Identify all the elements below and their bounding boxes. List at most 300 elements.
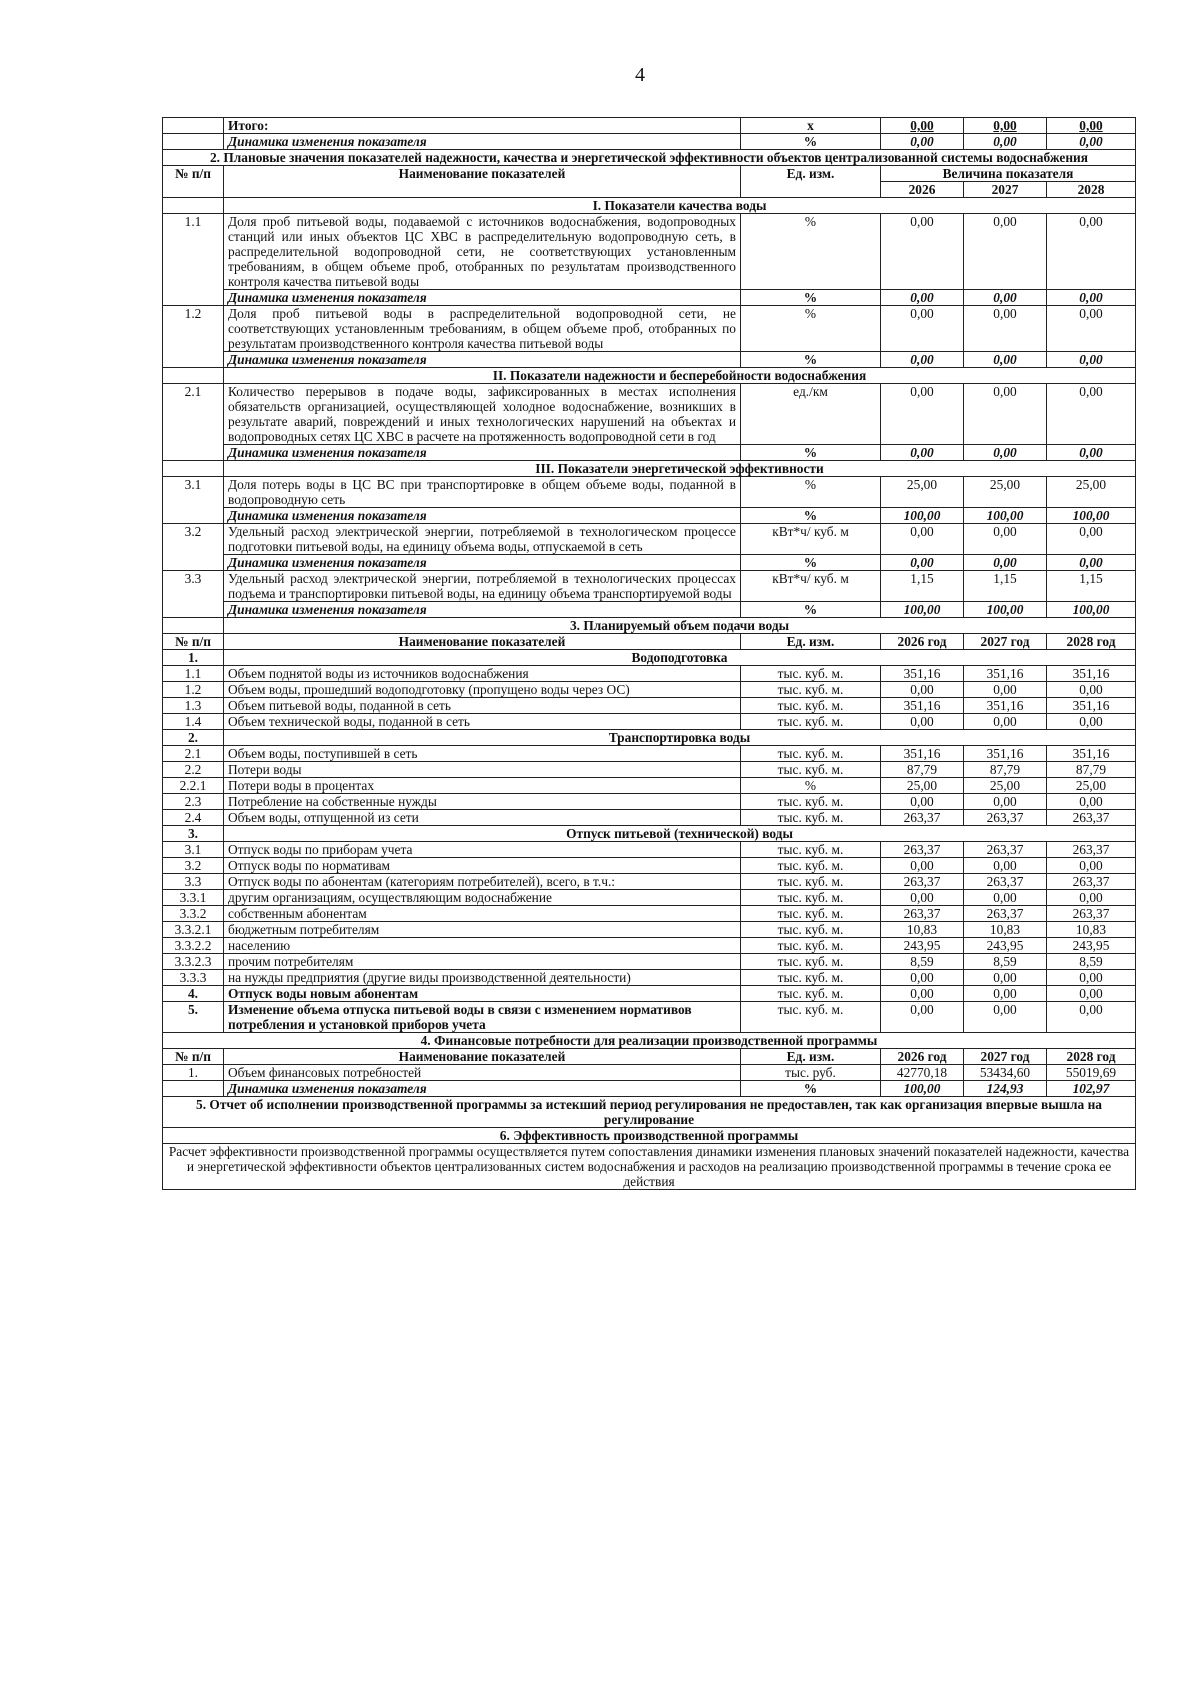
header-row [163,1049,1136,1065]
unit-cell: тыс. куб. м. [741,938,881,954]
unit-cell: % [741,508,881,524]
value-cell: 0,00 [964,384,1047,445]
num-cell: 3.3.2.1 [163,922,224,938]
value-cell: 0,00 [1047,890,1136,906]
volume-row [163,778,1136,794]
dynamics-label: Динамика изменения показателя [224,555,741,571]
value-cell: 8,59 [964,954,1047,970]
header-year: 2027 год [964,634,1047,650]
value-cell: 0,00 [881,134,964,150]
num-cell: 2.4 [163,810,224,826]
value-cell: 25,00 [881,477,964,508]
value-cell: 0,00 [964,306,1047,352]
value-cell: 124,93 [964,1081,1047,1097]
value-cell: 0,00 [964,290,1047,306]
value-cell: 0,00 [1047,306,1136,352]
num-cell [163,461,224,477]
unit-cell: % [741,290,881,306]
unit-cell: тыс. куб. м. [741,810,881,826]
page-number: 4 [635,64,645,86]
value-cell: 0,00 [881,290,964,306]
unit-cell: % [741,1081,881,1097]
volume-row [163,938,1136,954]
indicator-name: собственным абонентам [224,906,741,922]
value-cell: 243,95 [1047,938,1136,954]
volume-row [163,970,1136,986]
unit-cell: тыс. куб. м. [741,858,881,874]
section-title-row [163,618,1136,634]
header-year: 2026 год [881,1049,964,1065]
unit-cell: % [741,445,881,461]
header-value: Величина показателя [881,166,1136,182]
num-cell [163,134,224,150]
value-cell: 102,97 [1047,1081,1136,1097]
num-cell: 1. [163,650,224,666]
value-cell: 0,00 [1047,682,1136,698]
volume-row [163,698,1136,714]
value-cell: 351,16 [1047,698,1136,714]
section-5-title: 5. Отчет об исполнении производственной программы за истекший период регулирования не предоставлен, так как организация впервые вышла на регулирование [163,1097,1136,1128]
production-program-table [162,117,1136,1190]
unit-cell: тыс. куб. м. [741,1002,881,1033]
section-6-title: 6. Эффективность производственной программы [163,1128,1136,1144]
num-cell [163,618,224,634]
indicator-name: Объем финансовых потребностей [224,1065,741,1081]
group-title: III. Показатели энергетической эффективности [224,461,1136,477]
value-cell: 25,00 [964,778,1047,794]
value-cell: 25,00 [1047,477,1136,508]
subgroup-title: Водоподготовка [224,650,1136,666]
unit-cell: тыс. куб. м. [741,874,881,890]
value-cell: 0,00 [1047,524,1136,555]
value-cell: 0,00 [964,214,1047,290]
indicator-name: Удельный расход электрической энергии, потребляемой в технологическом процессе подготовки питьевой воды, на единицу объема воды, отпускаемой в сеть [224,524,741,555]
num-cell [163,368,224,384]
value-cell: 243,95 [964,938,1047,954]
unit-cell: тыс. куб. м. [741,954,881,970]
header-year: 2028 год [1047,1049,1136,1065]
num-cell: 1.1 [163,214,224,306]
volume-row [163,1002,1136,1033]
itogo-row [163,118,1136,134]
value-cell: 0,00 [881,794,964,810]
dynamics-label: Динамика изменения показателя [224,445,741,461]
value-cell: 100,00 [1047,602,1136,618]
value-cell: 8,59 [1047,954,1136,970]
volume-row [163,906,1136,922]
value-cell: 0,00 [1047,714,1136,730]
indicator-name: Отпуск воды новым абонентам [224,986,741,1002]
header-year: 2028 год [1047,634,1136,650]
unit-cell: % [741,352,881,368]
subgroup-row [163,730,1136,746]
num-cell: 2.3 [163,794,224,810]
unit-cell: % [741,602,881,618]
dynamics-row [163,445,1136,461]
value-cell: 10,83 [964,922,1047,938]
unit-cell: тыс. куб. м. [741,970,881,986]
num-cell: 3.3.3 [163,970,224,986]
value-cell: 1,15 [964,571,1047,602]
num-cell: 1.2 [163,682,224,698]
indicator-row [163,306,1136,352]
value-cell: 0,00 [881,445,964,461]
dynamics-row [163,1081,1136,1097]
unit-cell: тыс. куб. м. [741,746,881,762]
num-cell: 1.1 [163,666,224,682]
section-title-row [163,1097,1136,1128]
value-cell: 25,00 [964,477,1047,508]
value-cell: 0,00 [964,524,1047,555]
dynamics-label: Динамика изменения показателя [224,602,741,618]
value-cell: 0,00 [964,555,1047,571]
value-cell: 1,15 [881,571,964,602]
header-year: 2028 [1047,182,1136,198]
value-cell: 263,37 [964,842,1047,858]
value-cell: 263,37 [1047,906,1136,922]
value-cell: 351,16 [964,698,1047,714]
efficiency-text-row [163,1144,1136,1190]
value-cell: 0,00 [881,890,964,906]
num-cell: 5. [163,1002,224,1033]
num-cell: 3.3 [163,571,224,618]
value-cell: 0,00 [881,858,964,874]
value-cell: 263,37 [964,810,1047,826]
dynamics-row [163,602,1136,618]
num-cell: 3.3.2.3 [163,954,224,970]
value-cell: 42770,18 [881,1065,964,1081]
value-cell: 263,37 [881,874,964,890]
header-unit: Ед. изм. [741,634,881,650]
value-cell: 0,00 [881,714,964,730]
value-cell: 0,00 [1047,794,1136,810]
value-cell: 351,16 [964,666,1047,682]
section-title-row [163,1128,1136,1144]
volume-row [163,810,1136,826]
subgroup-title: Транспортировка воды [224,730,1136,746]
value-cell: 0,00 [964,986,1047,1002]
value-cell: 0,00 [1047,134,1136,150]
finance-row [163,1065,1136,1081]
value-cell: 100,00 [1047,508,1136,524]
unit-cell: % [741,306,881,352]
value-cell: 10,83 [1047,922,1136,938]
num-cell [163,198,224,214]
value-cell: 263,37 [964,906,1047,922]
value-cell: 263,37 [964,874,1047,890]
indicator-row [163,477,1136,508]
value-cell: 100,00 [964,602,1047,618]
value-cell: 0,00 [964,794,1047,810]
section-3-title: 3. Планируемый объем подачи воды [224,618,1136,634]
indicator-row [163,214,1136,290]
group-title: II. Показатели надежности и бесперебойности водоснабжения [224,368,1136,384]
value-cell: 0,00 [964,714,1047,730]
dynamics-row [163,290,1136,306]
unit-cell: кВт*ч/ куб. м [741,524,881,555]
volume-row [163,922,1136,938]
value-cell: 100,00 [881,508,964,524]
value-cell: 351,16 [881,746,964,762]
indicator-name: Объем технической воды, поданной в сеть [224,714,741,730]
value-cell: 243,95 [881,938,964,954]
efficiency-text: Расчет эффективности производственной программы осуществляется путем сопоставления динамики изменения плановых значений показателей надежности, качества и энергетической эффективности объектов централизованных систем водоснабжения и расходов на реализацию производственной программы в течение срока ее действия [163,1144,1136,1190]
indicator-name: Отпуск воды по нормативам [224,858,741,874]
header-num: № п/п [163,1049,224,1065]
num-cell [163,118,224,134]
value-cell: 351,16 [1047,666,1136,682]
volume-row [163,858,1136,874]
value-cell: 0,00 [964,890,1047,906]
volume-row [163,794,1136,810]
num-cell [163,1081,224,1097]
header-year: 2027 год [964,1049,1047,1065]
dynamics-label: Динамика изменения показателя [224,1081,741,1097]
value-cell: 8,59 [881,954,964,970]
dynamics-label: Динамика изменения показателя [224,290,741,306]
section-title-row [163,1033,1136,1049]
value-cell: 0,00 [1047,290,1136,306]
volume-row [163,890,1136,906]
value-cell: 0,00 [881,555,964,571]
unit-cell: тыс. руб. [741,1065,881,1081]
indicator-row [163,384,1136,445]
volume-row [163,682,1136,698]
value-cell: 0,00 [881,352,964,368]
value-cell: 87,79 [964,762,1047,778]
indicator-row [163,571,1136,602]
value-cell: 0,00 [881,986,964,1002]
indicator-name: Отпуск воды по приборам учета [224,842,741,858]
num-cell: 1.3 [163,698,224,714]
value-cell: 263,37 [1047,810,1136,826]
indicator-name: Объем питьевой воды, поданной в сеть [224,698,741,714]
value-cell: 263,37 [881,810,964,826]
header-name: Наименование показателей [224,1049,741,1065]
header-year: 2026 год [881,634,964,650]
value-cell: 351,16 [881,698,964,714]
value-cell: 0,00 [1047,445,1136,461]
header-unit: Ед. изм. [741,1049,881,1065]
volume-row [163,954,1136,970]
volume-row [163,986,1136,1002]
indicator-name: Объем воды, отпущенной из сети [224,810,741,826]
group-title-row [163,198,1136,214]
value-cell: 0,00 [964,118,1047,134]
header-row [163,166,1136,182]
num-cell: 1.2 [163,306,224,368]
subgroup-row [163,826,1136,842]
indicator-name: Доля потерь воды в ЦС ВС при транспортировке в общем объеме воды, поданной в водопроводную сеть [224,477,741,508]
value-cell: 87,79 [1047,762,1136,778]
indicator-name: на нужды предприятия (другие виды производственной деятельности) [224,970,741,986]
indicator-name: Объем поднятой воды из источников водоснабжения [224,666,741,682]
section-2-title: 2. Плановые значения показателей надежности, качества и энергетической эффективности объектов централизованной системы водоснабжения [163,150,1136,166]
value-cell: 1,15 [1047,571,1136,602]
header-num: № п/п [163,634,224,650]
value-cell: 0,00 [881,118,964,134]
num-cell: 3. [163,826,224,842]
header-year: 2026 [881,182,964,198]
unit-cell: тыс. куб. м. [741,682,881,698]
subgroup-title: Отпуск питьевой (технической) воды [224,826,1136,842]
header-year: 2027 [964,182,1047,198]
num-cell: 1. [163,1065,224,1081]
volume-row [163,714,1136,730]
unit-cell: тыс. куб. м. [741,666,881,682]
dynamics-row [163,134,1136,150]
indicator-name: Потери воды [224,762,741,778]
num-cell: 2. [163,730,224,746]
unit-cell: тыс. куб. м. [741,890,881,906]
unit-cell: тыс. куб. м. [741,794,881,810]
num-cell: 2.1 [163,746,224,762]
dynamics-label: Динамика изменения показателя [224,134,741,150]
unit-cell: тыс. куб. м. [741,842,881,858]
num-cell: 3.2 [163,524,224,571]
unit-cell: % [741,555,881,571]
dynamics-row [163,352,1136,368]
num-cell: 4. [163,986,224,1002]
indicator-name: Доля проб питьевой воды в распределительной водопроводной сети, не соответствующих установленным требованиям, в общем объеме проб, отобранных по результатам производственного контроля качества питьевой воды [224,306,741,352]
num-cell: 2.2 [163,762,224,778]
volume-row [163,874,1136,890]
value-cell: 0,00 [964,445,1047,461]
value-cell: 0,00 [964,1002,1047,1033]
indicator-name: Удельный расход электрической энергии, потребляемой в технологических процессах подъема и транспортировки питьевой воды, на единицу объема транспортируемой воды [224,571,741,602]
value-cell: 0,00 [881,970,964,986]
indicator-name: Объем воды, прошедший водоподготовку (пропущено воды через ОС) [224,682,741,698]
section-4-title: 4. Финансовые потребности для реализации производственной программы [163,1033,1136,1049]
volume-row [163,842,1136,858]
value-cell: 351,16 [1047,746,1136,762]
value-cell: 0,00 [881,1002,964,1033]
group-title-row [163,461,1136,477]
indicator-name: Объем воды, поступившей в сеть [224,746,741,762]
value-cell: 0,00 [964,682,1047,698]
header-name: Наименование показателей [224,634,741,650]
indicator-name: Отпуск воды по абонентам (категориям потребителей), всего, в т.ч.: [224,874,741,890]
header-name: Наименование показателей [224,166,741,198]
unit-cell: % [741,778,881,794]
dynamics-label: Динамика изменения показателя [224,508,741,524]
unit-cell: тыс. куб. м. [741,906,881,922]
value-cell: 100,00 [881,1081,964,1097]
value-cell: 100,00 [881,602,964,618]
value-cell: 263,37 [1047,874,1136,890]
value-cell: 25,00 [881,778,964,794]
unit-cell: % [741,214,881,290]
num-cell: 3.2 [163,858,224,874]
unit-cell: % [741,477,881,508]
value-cell: 0,00 [1047,555,1136,571]
subgroup-row [163,650,1136,666]
value-cell: 0,00 [881,214,964,290]
value-cell: 0,00 [1047,986,1136,1002]
value-cell: 0,00 [964,352,1047,368]
section-title-row [163,150,1136,166]
value-cell: 0,00 [1047,384,1136,445]
num-cell: 1.4 [163,714,224,730]
value-cell: 0,00 [1047,118,1136,134]
value-cell: 0,00 [881,306,964,352]
value-cell: 0,00 [1047,1002,1136,1033]
value-cell: 0,00 [881,682,964,698]
indicator-name: бюджетным потребителям [224,922,741,938]
unit-cell: тыс. куб. м. [741,762,881,778]
num-cell: 3.3 [163,874,224,890]
value-cell: 0,00 [964,970,1047,986]
volume-row [163,666,1136,682]
dynamics-label: Динамика изменения показателя [224,352,741,368]
value-cell: 87,79 [881,762,964,778]
value-cell: 0,00 [964,858,1047,874]
num-cell: 3.3.2.2 [163,938,224,954]
dynamics-row [163,508,1136,524]
unit-cell: % [741,134,881,150]
group-title: I. Показатели качества воды [224,198,1136,214]
value-cell: 55019,69 [1047,1065,1136,1081]
value-cell: 0,00 [881,384,964,445]
header-num: № п/п [163,166,224,198]
indicator-row [163,524,1136,555]
value-cell: 263,37 [881,842,964,858]
indicator-name: Потери воды в процентах [224,778,741,794]
unit-cell: тыс. куб. м. [741,986,881,1002]
value-cell: 263,37 [1047,842,1136,858]
unit-cell: ед./км [741,384,881,445]
num-cell: 3.1 [163,842,224,858]
value-cell: 263,37 [881,906,964,922]
indicator-name: Количество перерывов в подаче воды, зафиксированных в местах исполнения обязательств организацией, осуществляющей холодное водоснабжение, возникших в результате аварий, повреждений и иных технологических нарушений на объектах и водопроводных сетях ЦС ХВС в расчете на протяженность водопроводной сети в год [224,384,741,445]
unit-cell: тыс. куб. м. [741,714,881,730]
value-cell: 351,16 [881,666,964,682]
volume-row [163,746,1136,762]
indicator-name: прочим потребителям [224,954,741,970]
itogo-label: Итого: [224,118,741,134]
indicator-name: другим организациям, осуществляющим водоснабжение [224,890,741,906]
dynamics-row [163,555,1136,571]
num-cell: 2.1 [163,384,224,461]
value-cell: 10,83 [881,922,964,938]
value-cell: 100,00 [964,508,1047,524]
value-cell: 53434,60 [964,1065,1047,1081]
indicator-name: населению [224,938,741,954]
value-cell: 0,00 [881,524,964,555]
num-cell: 3.3.2 [163,906,224,922]
value-cell: 0,00 [1047,214,1136,290]
header-unit: Ед. изм. [741,166,881,198]
unit-cell: кВт*ч/ куб. м [741,571,881,602]
indicator-name: Изменение объема отпуска питьевой воды в связи с изменением нормативов потребления и установкой приборов учета [224,1002,741,1033]
volume-row [163,762,1136,778]
indicator-name: Доля проб питьевой воды, подаваемой с источников водоснабжения, водопроводных станций или иных объектов ЦС ХВС в распределительную водопроводную сеть, в распределительной водопроводной сети, не соответствующих установленным требованиям, в общем объеме проб, отобранных по результатам производственного контроля качества питьевой воды [224,214,741,290]
value-cell: 0,00 [1047,858,1136,874]
value-cell: 351,16 [964,746,1047,762]
value-cell: 25,00 [1047,778,1136,794]
num-cell: 3.1 [163,477,224,524]
unit-cell: тыс. куб. м. [741,922,881,938]
value-cell: 0,00 [1047,352,1136,368]
group-title-row [163,368,1136,384]
unit-cell: тыс. куб. м. [741,698,881,714]
header-row [163,634,1136,650]
num-cell: 2.2.1 [163,778,224,794]
indicator-name: Потребление на собственные нужды [224,794,741,810]
unit-cell: х [741,118,881,134]
num-cell: 3.3.1 [163,890,224,906]
value-cell: 0,00 [964,134,1047,150]
